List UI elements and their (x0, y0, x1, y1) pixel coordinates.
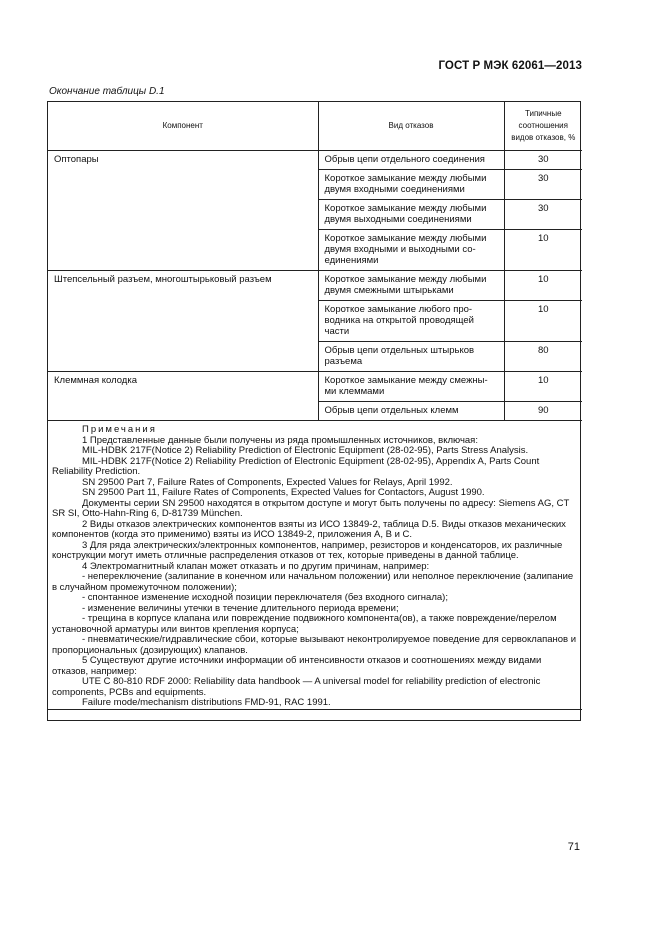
notes-block (48, 421, 582, 709)
page-number: 71 (567, 841, 580, 853)
table-row (48, 271, 582, 301)
table-row (48, 372, 582, 402)
ratio-value-cell: 30 (504, 200, 582, 230)
failure-mode-cell: Короткое замыкание любого про-водника на открытой проводящей части (318, 301, 504, 342)
note-line: Документы серии SN 29500 находятся в открытом доступе и могут быть получены по адресу: Siemens AG, CT SR SI, Otto-Hahn-Ring 6, D-81739 München. (52, 497, 570, 519)
failure-mode-cell: Обрыв цепи отдельных штырьков разъема (318, 342, 504, 372)
note-line: MIL-HDBK 217F(Notice 2) Reliability Prediction of Electronic Equipment (28-02-95), Appendix A, Parts Count Reliability Prediction. (52, 455, 540, 477)
ratio-value-cell: 10 (504, 230, 582, 271)
note-line: - непереключение (залипание в конечном или начальном положении) или неполное переключение (залипание в случайном промежуточном положении); (52, 571, 574, 593)
note-line: 2 Виды отказов электрических компонентов взяты из ИСО 13849-2, таблица D.5. Виды отказов механических компонентов (когда это применимо) взяты из ИСО 13849-2, приложения А, В и С. (52, 518, 566, 540)
ratio-value-cell: 90 (504, 402, 582, 421)
failure-mode-cell: Обрыв цепи отдельного соединения (318, 151, 504, 170)
failure-modes-table (48, 102, 582, 710)
note-line: 4 Электромагнитный клапан может отказать и по другим причинам, например: (82, 560, 430, 572)
failure-mode-cell: Короткое замыкание между любыми двумя входными и выходными со-единениями (318, 230, 504, 271)
note-line: UTE C 80-810 RDF 2000: Reliability data handbook — A universal model for reliability prediction of electronic components, PCBs and equipments. (52, 676, 541, 698)
table-header-row (48, 102, 582, 151)
note-line: 5 Существуют другие источники информации об интенсивности отказов и соотношениях между видами отказов, например: (52, 655, 542, 677)
ratio-value-cell: 10 (504, 301, 582, 342)
note-line: - трещина в корпусе клапана или повреждение подвижного компонента(ов), а также повреждение/перелом установочной арматуры или винтов крепления корпуса; (52, 613, 557, 635)
component-cell: Оптопары (48, 151, 318, 271)
note-line: MIL-HDBK 217F(Notice 2) Reliability Prediction of Electronic Equipment (28-02-95), Parts Stress Analysis. (82, 445, 529, 456)
column-header-failure-mode: Вид отказов (318, 102, 504, 151)
column-header-component: Компонент (48, 102, 318, 151)
note-line: - изменение величины утечки в течение длительного периода времени; (82, 602, 399, 614)
note-line: SN 29500 Part 11, Failure Rates of Components, Expected Values for Contactors, August 1990. (82, 487, 485, 498)
ratio-value-cell: 30 (504, 151, 582, 170)
component-cell: Штепсельный разъем, многоштырьковый разъем (48, 271, 318, 372)
failure-mode-cell: Короткое замыкание между любыми двумя смежными штырьками (318, 271, 504, 301)
table-frame (47, 101, 581, 721)
table-body (48, 151, 582, 421)
note-line: 3 Для ряда электрических/электронных компонентов, например, резисторов и конденсаторов, их различные конструкции могут иметь отличные распределения отказов от тех, которые приведены в данной таблице. (52, 539, 563, 561)
failure-mode-cell: Короткое замыкание между любыми двумя выходными соединениями (318, 200, 504, 230)
document-standard-number: ГОСТ Р МЭК 62061—2013 (438, 60, 582, 72)
note-line: - спонтанное изменение исходной позиции переключателя (без входного сигнала); (82, 592, 448, 603)
failure-mode-cell: Короткое замыкание между любыми двумя входными соединениями (318, 170, 504, 200)
note-line: 1 Представленные данные были получены из ряда промышленных источников, включая: (82, 434, 478, 446)
failure-mode-cell: Короткое замыкание между смежны-ми клеммами (318, 372, 504, 402)
ratio-value-cell: 10 (504, 271, 582, 301)
note-line: Failure mode/mechanism distributions FMD-91, RAC 1991. (82, 697, 331, 708)
note-line: SN 29500 Part 7, Failure Rates of Components, Expected Values for Relays, April 1992. (82, 476, 453, 488)
ratio-value-cell: 80 (504, 342, 582, 372)
table-row (48, 151, 582, 170)
column-header-ratio: Типичные соотношения видов отказов, % (504, 102, 582, 151)
notes-title: Примечания (82, 424, 157, 435)
table-caption: Окончание таблицы D.1 (49, 86, 165, 97)
component-cell: Клеммная колодка (48, 372, 318, 421)
ratio-value-cell: 10 (504, 372, 582, 402)
notes-row (48, 421, 582, 710)
failure-mode-cell: Обрыв цепи отдельных клемм (318, 402, 504, 421)
ratio-value-cell: 30 (504, 170, 582, 200)
note-line: - пневматические/гидравлические сбои, которые вызывают неконтролируемое поведение для сервоклапанов и пропорциональных (дозирующих) клапанов. (52, 634, 577, 656)
